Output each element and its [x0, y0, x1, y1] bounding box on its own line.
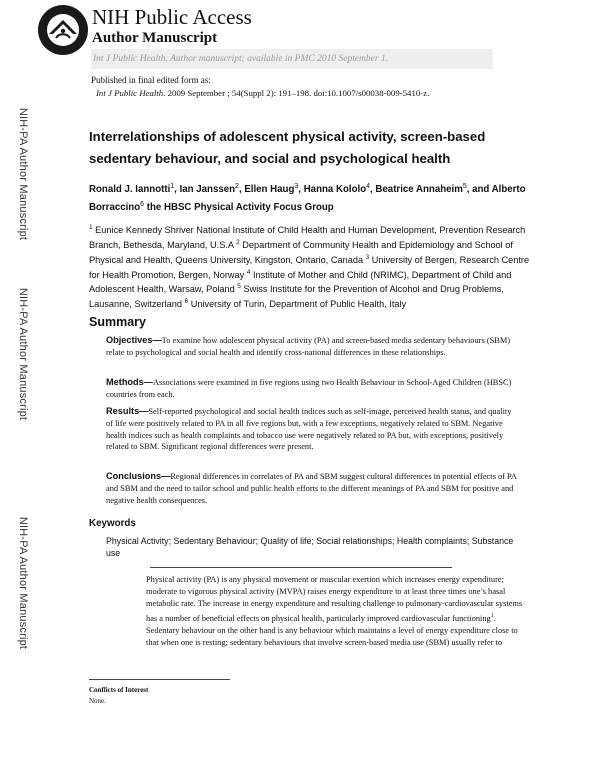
affiliation-number: 3 [365, 253, 370, 261]
results-label: Results— [106, 406, 149, 416]
nih-logo [37, 4, 89, 56]
author-affiliation-ref: 2 [235, 183, 239, 190]
author-affiliation-ref: 6 [140, 201, 145, 209]
affiliation-number: 6 [184, 298, 189, 306]
keywords-list: Physical Activity; Sedentary Behaviour; Quality of life; Social relationships; Health complaints; Substance use [106, 536, 514, 558]
author-affiliation-ref: 4 [366, 183, 371, 190]
methods-label: Methods— [106, 377, 153, 387]
author-affiliation-ref: 3 [294, 183, 299, 190]
sidebar-watermark: NIH-PA Author Manuscript [17, 516, 29, 650]
conclusions-text: Regional differences in correlates of PA and SBM suggest cultural differences in potential effects of PA and SBM and the need to tailor school and public health efforts to the different meanings of PA and SBM for positive and negative health consequences. [106, 472, 517, 505]
author-name: Ronald J. Iannotti [89, 184, 171, 196]
author-affiliation-ref: 5 [462, 183, 467, 190]
summary-heading: Summary [89, 315, 146, 329]
sidebar-watermark: NIH-PA Author Manuscript [17, 107, 29, 241]
affiliation-number: 5 [237, 283, 241, 291]
abstract-results [106, 406, 518, 453]
affiliation-text: University of Bergen, Research Centre for Health Promotion, Bergen, Norway [89, 254, 530, 280]
author-list [89, 179, 529, 215]
author-name: Alberto Borraccino [89, 184, 526, 214]
nih-public-access-title: NIH Public Access [92, 5, 252, 29]
affiliation-number: 1 [89, 224, 93, 231]
affiliation-text: Department of Community Health and Epidemiology and School of Physical and Health, Queens University, Kingston, Ontario, Canada [89, 239, 513, 265]
author-name: Ian Janssen [179, 184, 236, 196]
sidebar-watermark: NIH-PA Author Manuscript [17, 287, 29, 421]
citation-journal: Int J Public Health [96, 88, 164, 98]
affiliation-text: University of Turin, Department of Public Health, Italy [188, 299, 407, 310]
reference-marker: 1 [490, 613, 494, 619]
conflicts-heading: Conflicts of Interest [89, 686, 149, 694]
footnote-divider [89, 679, 230, 680]
published-note: Published in final edited form as: [91, 75, 211, 85]
affiliations [89, 222, 534, 311]
author-affiliation-ref: 1 [170, 183, 175, 190]
author-separator: , [298, 184, 304, 196]
objectives-text: To examine how adolescent physical activity (PA) and screen-based media sedentary behaviours (SBM) relate to psychological and social health and identify cross-national differences in these relationships. [106, 336, 511, 357]
affiliation-text: Institute of Mother and Child (NRIMC), Department of Child and Adolescent Health, Warsaw, Poland [89, 269, 512, 295]
conflicts-text: None. [89, 697, 106, 705]
intro-text-continued: . Sedentary behaviour on the other hand is any behaviour which maintains a level of energy expenditure close to that when one is resting; sedentary behaviours that involve screen-based media use (SBM) usually refer to [146, 613, 518, 647]
section-divider [150, 567, 452, 568]
methods-text: Associations were examined in five regions using two Health Behaviour in School-Aged Children (HBSC) countries from each. [106, 378, 512, 399]
intro-text: Physical activity (PA) is any physical movement or muscular exertion which increases energy expenditure; moderate to vigorous physical activity (MVPA) raises energy expenditure to at least three times one’s basal metabolic rate. The increase in energy expenditure and resulting challenge to pulmonary-cardiovascular systems has a number of beneficial effects on physical health, particularly improved cardiovascular functioning [146, 575, 523, 623]
affiliation-text: Eunice Kennedy Shriver National Institute of Child Health and Human Development, Prevention Research Branch, Bethesda, Maryland, U.S.A [89, 225, 526, 250]
results-text: Self-reported psychological and social health indices such as self-image, perceived health status, and quality of life were positively related to PA in all five regions but, with a few exceptions, negatively related to SBM. Negative health indices such as health complaints and tobacco use were negatively related to PA but, with exceptions, positively related to SBM. Significant regional differences were present. [106, 407, 512, 452]
affiliation-number: 2 [236, 238, 240, 246]
citation [96, 87, 429, 99]
conclusions-label: Conclusions— [106, 471, 171, 481]
article-title: Interrelationships of adolescent physical activity, screen-based sedentary behaviour, and social and psychological health [89, 129, 486, 166]
citation-details: . 2009 September ; 54(Suppl 2): 191–198. doi:10.1007/s00038-009-5410-z. [163, 88, 430, 98]
author-name: Ellen Haug [244, 184, 295, 196]
author-group: the HBSC Physical Activity Focus Group [144, 202, 334, 214]
author-manuscript-label: Author Manuscript [92, 30, 218, 46]
author-separator: , and [466, 184, 492, 196]
abstract-methods [106, 377, 518, 401]
abstract-conclusions [106, 471, 518, 506]
author-name: Beatrice Annaheim [375, 184, 463, 196]
abstract-objectives [106, 335, 518, 359]
introduction-paragraph [146, 574, 528, 649]
affiliation-number: 4 [246, 268, 251, 276]
author-name: Hanna Kololo [303, 184, 367, 196]
author-separator: , [174, 184, 180, 196]
objectives-label: Objectives— [106, 335, 162, 345]
availability-text: Int J Public Health. Author manuscript; available in PMC 2010 September 1. [93, 54, 389, 64]
keywords-heading: Keywords [89, 518, 136, 529]
affiliation-text: Swiss Institute for the Prevention of Alcohol and Drug Problems, Lausanne, Switzerland [89, 284, 504, 310]
availability-band [91, 49, 493, 69]
author-separator: , [238, 184, 245, 196]
author-separator: , [370, 184, 376, 196]
